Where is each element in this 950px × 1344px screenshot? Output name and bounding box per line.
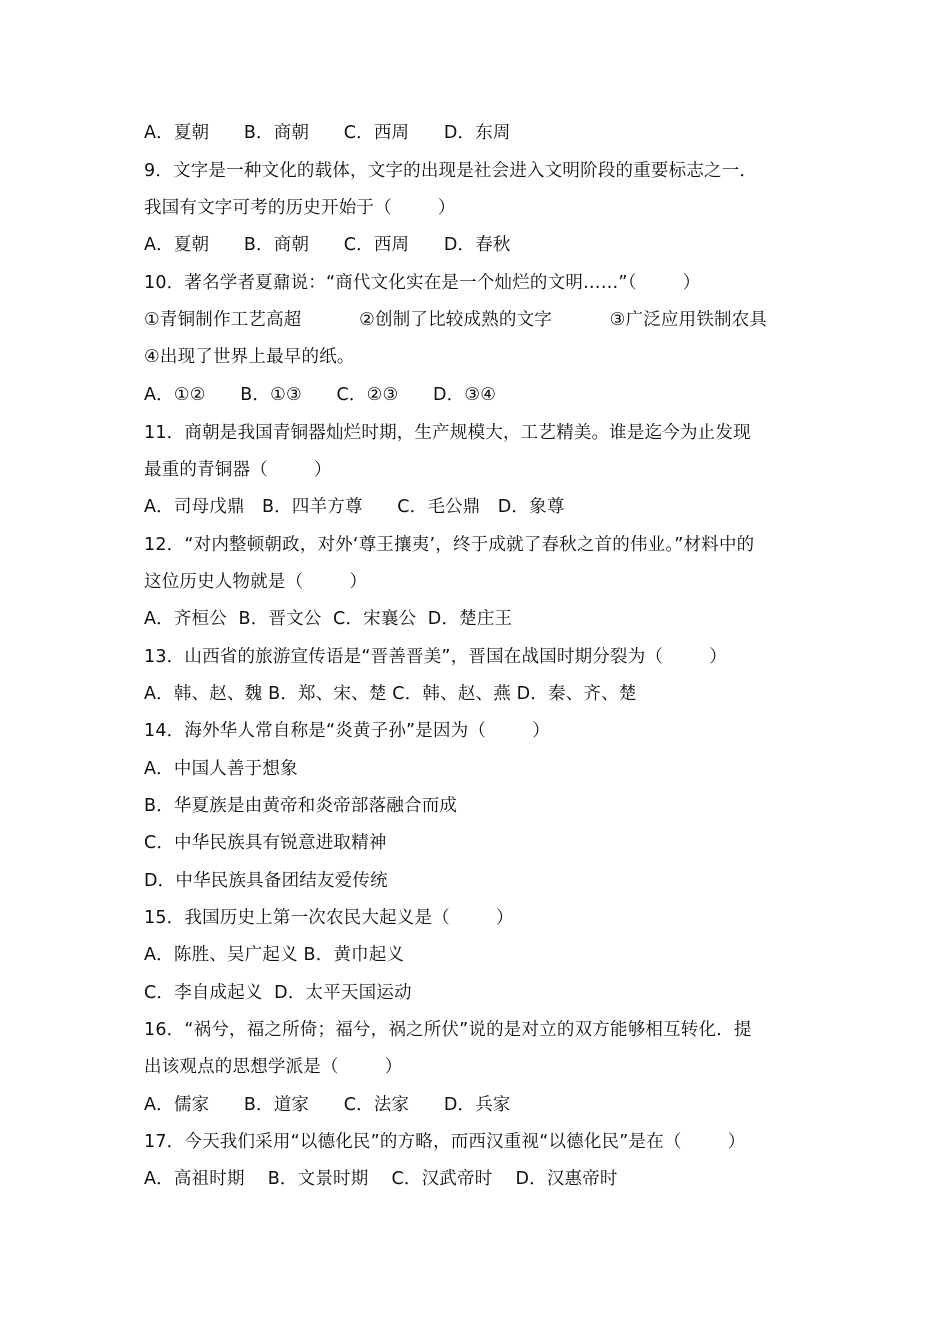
q13-stem: 13．山西省的旅游宣传语是“晋善晋美”，晋国在战国时期分裂为（ ） <box>144 647 727 667</box>
q9-stem-line-1: 9．文字是一种文化的载体，文字的出现是社会进入文明阶段的重要标志之一． <box>144 161 758 181</box>
q17-options: A．高祖时期 B．文景时期 C．汉武帝时 D．汉惠帝时 <box>144 1169 618 1189</box>
q14-stem: 14．海外华人常自称是“炎黄子孙”是因为（ ） <box>144 721 550 741</box>
q15-stem: 15．我国历史上第一次农民大起义是（ ） <box>144 908 514 928</box>
q12-stem-line-1: 12．“对内整顿朝政，对外‘尊王攘夷’，终于成就了春秋之首的伟业。”材料中的 <box>144 535 755 555</box>
q10-statements-line-1: ①青铜制作工艺高超 ②创制了比较成熟的文字 ③广泛应用铁制农具 <box>144 310 768 330</box>
q16-stem-line-2: 出该观点的思想学派是（ ） <box>144 1057 403 1077</box>
q14-option-b: B．华夏族是由黄帝和炎帝部落融合而成 <box>144 796 458 816</box>
q14-option-c: C．中华民族具有锐意进取精神 <box>144 833 387 853</box>
q12-stem-line-2: 这位历史人物就是（ ） <box>144 572 368 592</box>
q15-options-line-1: A．陈胜、吴广起义 B．黄巾起义 <box>144 945 405 965</box>
q11-stem-line-1: 11．商朝是我国青铜器灿烂时期，生产规模大，工艺精美。谁是迄今为止发现 <box>144 423 751 443</box>
q10-statements-line-2: ④出现了世界上最早的纸。 <box>144 347 355 367</box>
q14-option-d: D．中华民族具备团结友爱传统 <box>144 871 388 891</box>
q10-options: A．①② B．①③ C．②③ D．③④ <box>144 385 497 405</box>
q11-options: A．司母戊鼎 B．四羊方尊 C．毛公鼎 D．象尊 <box>144 497 565 517</box>
q9-stem-line-2: 我国有文字可考的历史开始于（ ） <box>144 198 456 218</box>
q11-stem-line-2: 最重的青铜器（ ） <box>144 460 332 480</box>
q15-options-line-2: C．李自成起义 D．太平天国运动 <box>144 983 412 1003</box>
q14-option-a: A．中国人善于想象 <box>144 759 298 779</box>
q13-options: A．韩、赵、魏 B．郑、宋、楚 C．韩、赵、燕 D．秦、齐、楚 <box>144 684 637 704</box>
q12-options: A．齐桓公 B．晋文公 C．宋襄公 D．楚庄王 <box>144 609 513 629</box>
q17-stem: 17．今天我们采用“以德化民”的方略，而西汉重视“以德化民”是在（ ） <box>144 1132 746 1152</box>
q8-options: A．夏朝 B．商朝 C．西周 D．东周 <box>144 123 511 143</box>
q9-options: A．夏朝 B．商朝 C．西周 D．春秋 <box>144 235 511 255</box>
q10-stem: 10．著名学者夏鼐说：“商代文化实在是一个灿烂的文明……”（ ） <box>144 273 701 293</box>
q16-stem-line-1: 16．“祸兮，福之所倚；福兮，祸之所伏”说的是对立的双方能够相互转化．提 <box>144 1020 752 1040</box>
q16-options: A．儒家 B．道家 C．法家 D．兵家 <box>144 1095 511 1115</box>
